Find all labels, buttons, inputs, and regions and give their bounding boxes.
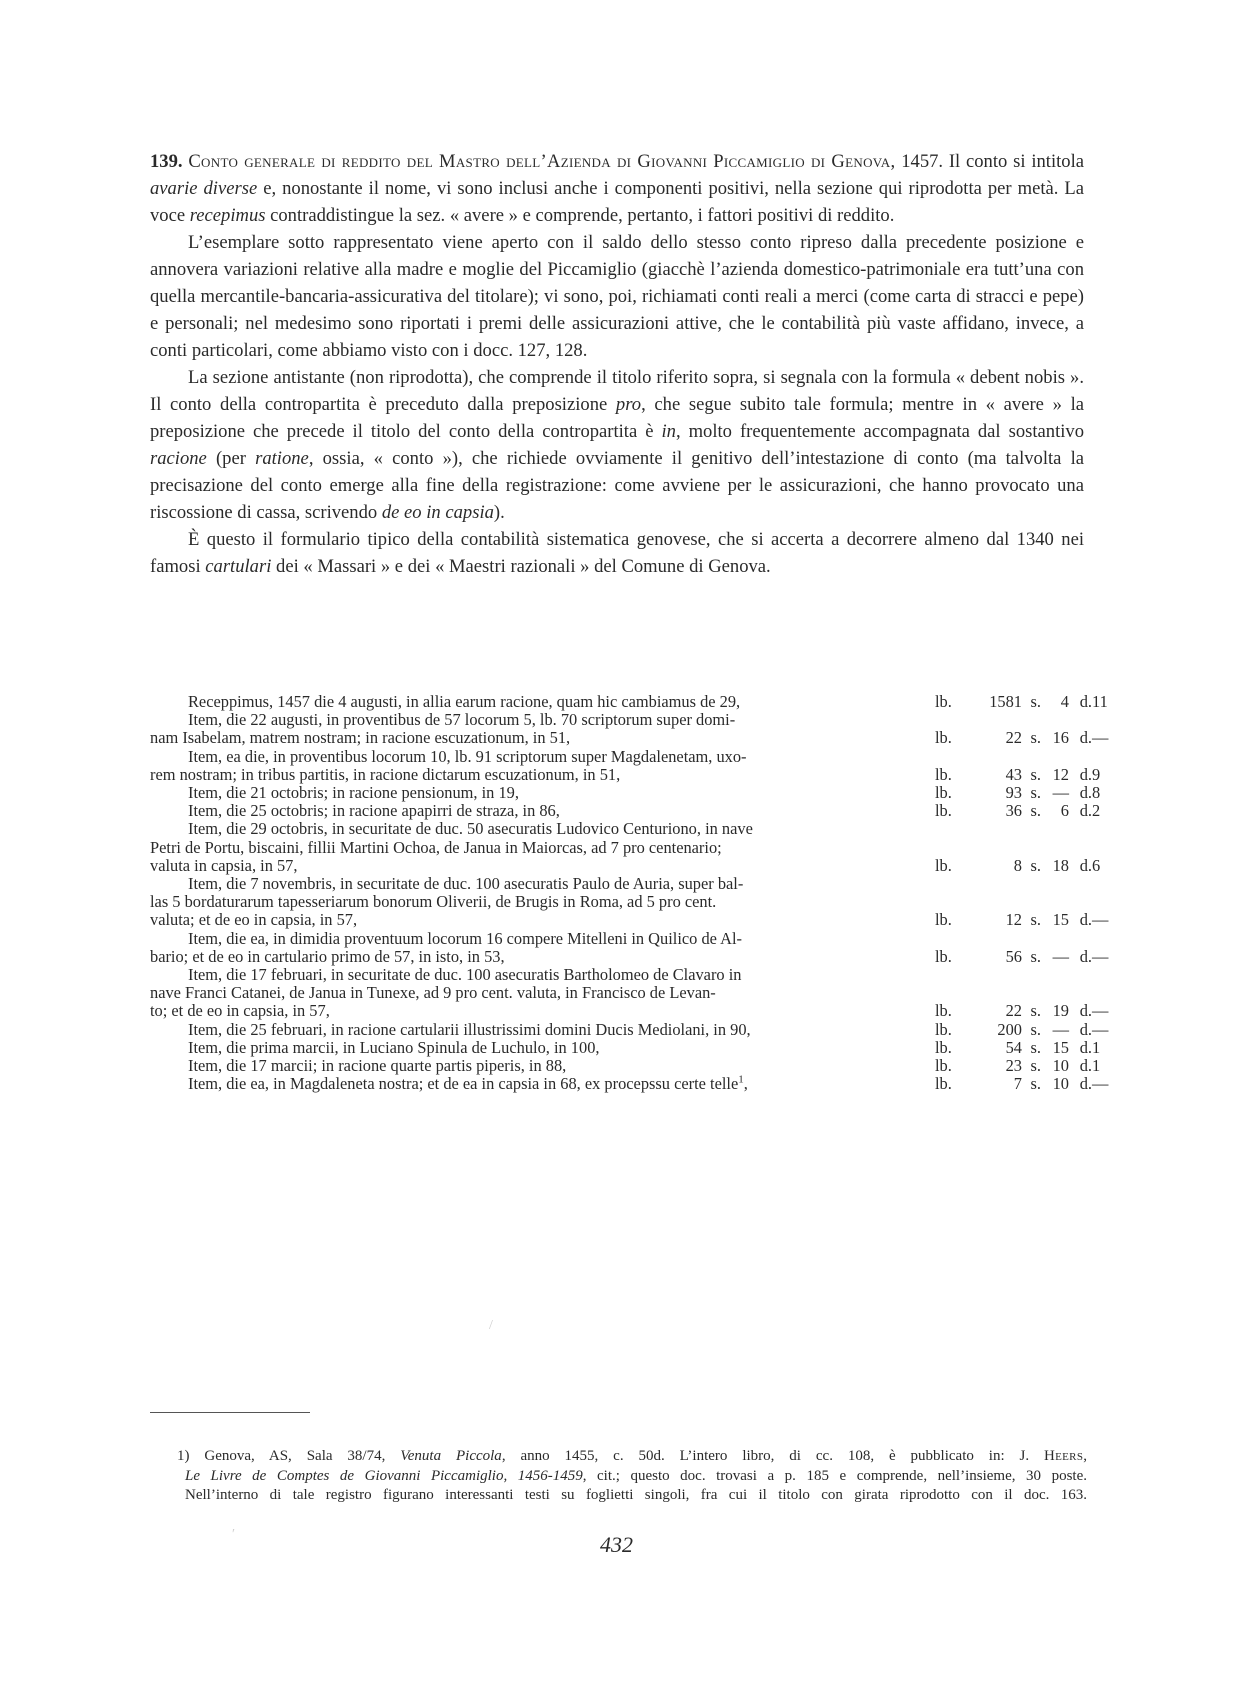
ledger-amount: lb. 56 s. — d. — [935, 946, 1109, 966]
italic-run: avarie diverse [150, 178, 258, 199]
ledger-entry-text [150, 1075, 935, 1093]
intro-paragraph-2: L’esemplare sotto rappresentato viene aperto con il saldo dello stesso conto ripreso dalla precedente posizione e annovera variazioni relative alla madre e moglie del Piccamiglio (giacchè l’azienda domestico-patrimoniale era tutt’una con quella mercantile-bancaria-assicurativa del titolare); vi sono, poi, richiamati conti reali a merci (come carta di stracci e pepe) e personali; nel medesimo sono riportati i premi delle assicurazioni attive, che le contabilità più vaste affidano, invece, a conti particolari, come abbiamo visto con i docc. 127, 128. [150, 232, 1084, 361]
ledger-entry-text [150, 1057, 935, 1075]
ledger-entry [150, 710, 1109, 748]
ledger-entry-text [150, 1021, 935, 1039]
text-run: , che segue subito tale formula; mentre in « avere » la preposizione che precede il titolo del conto della contropartita è [150, 394, 1084, 442]
unit-libre: lb. [935, 1074, 952, 1094]
unit-libre: lb. [935, 855, 952, 875]
italic-run: racione [150, 448, 207, 469]
ledger-line: Item, die 17 februari, in securitate de duc. 100 asecuratis Bartholomeo de Clavaro in [188, 965, 742, 985]
ledger-amount: lb. 1581 s. 4 d. 11 [935, 692, 1108, 711]
amount-soldi: 19 [1052, 1001, 1069, 1021]
text-run: È questo il formulario tipico della contabilità sistematica genovese, che si accerta a decorrere almeno dal 1340 nei famosi [150, 529, 1084, 577]
amount-libre: 22 [1005, 728, 1022, 748]
text-run: dei « Massari » e dei « Maestri razionali » del Comune di Genova. [271, 556, 771, 577]
ledger-amount: lb. 54 s. 15 d. 1 [935, 1037, 1101, 1057]
ledger-line: bario; et de eo in cartulario primo de 57, in isto, in 53, [150, 946, 505, 966]
footnote-line: Nell’interno di tale registro figurano interessanti testi su foglietti singoli, fra cui il titolo con girata riprodotto con il doc. 163. [185, 1487, 1087, 1503]
amount-libre: 1581 [989, 692, 1022, 711]
unit-libre: lb. [935, 910, 952, 930]
text-run: 1457. Il conto si intitola [901, 151, 1085, 172]
ledger-entry [150, 965, 1109, 1021]
ledger-line: las 5 bordaturarum tapesseriarum bonorum Oliverii, de Brugis in Roma, ad 5 pro cent. [150, 892, 717, 912]
ledger-entry-text [150, 930, 935, 966]
amount-libre: 43 [1005, 764, 1022, 784]
ledger-amount: lb. 22 s. 16 d. — [935, 728, 1109, 748]
ledger-entry [150, 801, 1101, 821]
unit-soldi: s. [1030, 855, 1041, 875]
ledger-entry-text [150, 1039, 935, 1057]
text-run: , [1083, 1448, 1087, 1464]
unit-denari: d. [1079, 1074, 1092, 1094]
unit-denari: d. [1079, 764, 1092, 784]
text-run: , molto frequentemente accompagnata dal sostantivo [675, 421, 1084, 442]
footnote-line [185, 1467, 1087, 1487]
unit-libre: lb. [935, 783, 952, 803]
ledger-entry [150, 1037, 1101, 1057]
amount-libre: 12 [1005, 910, 1022, 930]
unit-libre: lb. [935, 1037, 952, 1057]
amount-soldi: 10 [1052, 1056, 1069, 1076]
ledger-entry [150, 874, 1109, 930]
document-number: 139. [150, 151, 183, 172]
unit-denari: d. [1079, 1037, 1092, 1057]
text-run: , cit.; questo doc. trovasi a p. 185 e comprende, nell’insieme, 30 poste. [582, 1467, 1087, 1484]
ledger-entry-text [150, 875, 935, 930]
amount-libre: 7 [1013, 1074, 1022, 1094]
amount-soldi: 12 [1052, 764, 1069, 784]
footnote [177, 1447, 1087, 1506]
italic-run: in [661, 421, 676, 442]
ledger-line: valuta in capsia, in 57, [150, 855, 298, 875]
ledger-amount: lb. 22 s. 19 d. — [935, 1001, 1109, 1021]
unit-soldi: s. [1030, 764, 1041, 784]
unit-libre: lb. [935, 1019, 952, 1039]
unit-denari: d. [1079, 692, 1092, 711]
text-run: Genova, AS, Sala 38/74, [189, 1448, 401, 1464]
unit-libre: lb. [935, 1056, 952, 1076]
ledger-entry-text [150, 711, 935, 747]
amount-libre: 56 [1005, 946, 1022, 966]
unit-soldi: s. [1030, 783, 1041, 803]
ledger-amount: lb. 12 s. 15 d. — [935, 910, 1109, 930]
unit-soldi: s. [1030, 1056, 1041, 1076]
ledger-line: Item, ea die, in proventibus locorum 10, lb. 91 scriptorum super Magdalenetam, uxo- [188, 746, 747, 766]
ledger-line: Item, die 25 octobris; in racione apapirri de straza, in 86, [188, 801, 560, 821]
footnote-reference: 1 [738, 1073, 744, 1086]
unit-libre: lb. [935, 728, 952, 748]
intro-paragraph-4 [150, 526, 1084, 580]
text-run: contraddistingue la sez. « avere » e comprende, pertanto, i fattori positivi di reddito. [265, 205, 895, 226]
italic-run: Venuta Piccola [400, 1448, 502, 1464]
amount-soldi: — [1052, 946, 1069, 966]
scan-speck: ′ [232, 1527, 236, 1542]
text-run: ). [493, 502, 505, 523]
ledger-amount: lb. 43 s. 12 d. 9 [935, 764, 1101, 784]
unit-denari: d. [1079, 783, 1092, 803]
ledger-amount: lb. 23 s. 10 d. 1 [935, 1056, 1101, 1076]
text-run: , anno 1455, c. 50d. L’intero libro, di cc. 108, è pubblicato in: J. [501, 1448, 1045, 1464]
unit-libre: lb. [935, 801, 952, 821]
italic-run: de eo in capsia [381, 502, 494, 523]
unit-denari: d. [1079, 728, 1092, 748]
ledger-line: nave Franci Catanei, de Janua in Tunexe, ad 9 pro cent. valuta, in Francisco de Levan- [150, 983, 716, 1003]
ledger-entry [150, 1019, 1109, 1039]
amount-soldi: — [1052, 1019, 1069, 1039]
ledger-entry-text [150, 748, 935, 784]
unit-denari: d. [1079, 910, 1092, 930]
unit-soldi: s. [1030, 1037, 1041, 1057]
amount-libre: 22 [1005, 1001, 1022, 1021]
text-run: e, nonostante il nome, vi sono inclusi anche i componenti positivi, nella sezione qui riprodotta per metà. La voce [150, 178, 1085, 226]
italic-run: ratione [255, 448, 309, 469]
amount-soldi: 4 [1060, 692, 1069, 711]
ledger-entry [150, 692, 1108, 711]
italic-run: recepimus [189, 205, 266, 226]
unit-soldi: s. [1030, 1001, 1041, 1021]
unit-denari: d. [1079, 1001, 1092, 1021]
amount-soldi: 18 [1052, 855, 1069, 875]
text-run: (per [206, 448, 256, 469]
footnote-marker: 1) [177, 1448, 190, 1464]
amount-libre: 93 [1005, 783, 1022, 803]
ledger-entry [150, 746, 1101, 784]
unit-soldi: s. [1030, 910, 1041, 930]
intro-section [150, 148, 1084, 580]
unit-soldi: s. [1030, 728, 1041, 748]
ledger-line: nam Isabelam, matrem nostram; in racione escuzationum, in 51, [150, 728, 571, 748]
ledger-amount: lb. 8 s. 18 d. 6 [935, 855, 1101, 875]
ledger-entry [150, 1073, 1109, 1094]
ledger-entry [150, 819, 1101, 875]
footnote-divider [150, 1412, 310, 1413]
unit-libre: lb. [935, 1001, 952, 1021]
footnote-line [177, 1447, 1087, 1467]
unit-libre: lb. [935, 946, 952, 966]
unit-libre: lb. [935, 692, 952, 711]
scan-speck: / [489, 1318, 493, 1333]
ledger-line: Item, die 17 marcii; in racione quarte partis piperis, in 88, [188, 1056, 567, 1076]
ledger-line: to; et de eo in capsia, in 57, [150, 1001, 330, 1021]
ledger-entry-text [150, 802, 935, 820]
unit-soldi: s. [1030, 1019, 1041, 1039]
unit-denari: d. [1079, 855, 1092, 875]
ledger-line: Item, die ea, in dimidia proventuum locorum 16 compere Mitelleni in Quilico de Al- [188, 928, 742, 948]
document-heading: Conto generale di reddito del Mastro dell’Azienda di Giovanni Piccamiglio di Genova, [188, 151, 896, 172]
ledger-line: Item, die prima marcii, in Luciano Spinula de Luchulo, in 100, [188, 1037, 600, 1057]
ledger-line: rem nostram; in tribus partitis, in racione dictarum escuzationum, in 51, [150, 764, 621, 784]
ledger-amount: lb. 93 s. — d. 8 [935, 783, 1101, 803]
amount-libre: 8 [1013, 855, 1022, 875]
ledger-line: Item, die 29 octobris, in securitate de duc. 50 asecuratis Ludovico Centuriono, in nave [188, 819, 753, 839]
ledger-entry-text [150, 820, 935, 875]
amount-soldi: 16 [1052, 728, 1069, 748]
amount-soldi: 15 [1052, 910, 1069, 930]
italic-run: Le Livre de Comptes de Giovanni Piccamiglio, 1456-1459 [185, 1467, 583, 1484]
ledger-line: valuta; et de eo in capsia, in 57, [150, 910, 358, 930]
ledger-entry [150, 783, 1101, 803]
unit-denari: d. [1079, 946, 1092, 966]
text-run: , ossia, « conto »), che richiede ovviamente il genitivo dell’intestazione di conto (ma talvolta la precisazione del conto emerge alla fine della registrazione: come avviene per le assicurazioni, che hanno provocato una riscossione di cassa, scrivendo [150, 448, 1084, 523]
ledger-line: Item, die 7 novembris, in securitate de duc. 100 asecuratis Paulo de Auria, super bal- [188, 874, 744, 894]
ledger-line [150, 1075, 935, 1093]
unit-soldi: s. [1030, 801, 1041, 821]
ledger-line-punct: , [743, 1074, 748, 1094]
unit-denari: d. [1079, 801, 1092, 821]
ledger-line: Item, die 25 februari, in racione cartularii illustrissimi domini Ducis Mediolani, in 90, [188, 1019, 751, 1039]
unit-soldi: s. [1030, 1074, 1041, 1094]
intro-paragraph-1 [150, 148, 1084, 229]
amount-soldi: 6 [1060, 801, 1069, 821]
unit-soldi: s. [1030, 692, 1041, 711]
italic-run: pro [615, 394, 642, 415]
amount-libre: 200 [997, 1019, 1022, 1039]
ledger-transcription [150, 692, 1109, 1094]
author-name: Heers [1044, 1448, 1084, 1464]
ledger-entry-text [150, 966, 935, 1021]
unit-denari: d. [1079, 1019, 1092, 1039]
amount-soldi: 10 [1052, 1074, 1069, 1094]
amount-libre: 23 [1005, 1056, 1022, 1076]
intro-paragraph-3 [150, 364, 1084, 526]
text-run: La sezione antistante (non riprodotta), che comprende il titolo riferito sopra, si segnala con la formula « debent nobis ». Il conto della contropartita è preceduto dalla preposizione [150, 367, 1084, 415]
ledger-entry-text [150, 693, 935, 711]
ledger-line: Item, die 21 octobris; in racione pensionum, in 19, [188, 783, 519, 803]
ledger-entry [150, 1056, 1101, 1076]
ledger-line: Petri de Portu, biscaini, fillii Martini Ochoa, de Janua in Maiorcas, ad 7 pro centenario; [150, 837, 722, 857]
amount-soldi: 15 [1052, 1037, 1069, 1057]
unit-denari: d. [1079, 1056, 1092, 1076]
ledger-entry-text [150, 784, 935, 802]
ledger-amount: lb. 36 s. 6 d. 2 [935, 801, 1101, 821]
ledger-line: Receppimus, 1457 die 4 augusti, in allia earum racione, quam hic cambiamus de 29, [188, 692, 741, 711]
amount-libre: 54 [1005, 1037, 1022, 1057]
ledger-line-text: Item, die ea, in Magdaleneta nostra; et de ea in capsia in 68, ex procepssu certe telle [188, 1074, 739, 1094]
unit-libre: lb. [935, 764, 952, 784]
page-number: 432 [600, 1532, 633, 1557]
amount-soldi: — [1052, 783, 1069, 803]
ledger-amount: lb. 7 s. 10 d. — [935, 1074, 1109, 1094]
ledger-amount: lb. 200 s. — d. — [935, 1019, 1109, 1039]
ledger-line: Item, die 22 augusti, in proventibus de 57 locorum 5, lb. 70 scriptorum super domi- [188, 710, 736, 730]
ledger-entry [150, 928, 1109, 966]
amount-libre: 36 [1005, 801, 1022, 821]
italic-run: cartulari [205, 556, 272, 577]
unit-soldi: s. [1030, 946, 1041, 966]
